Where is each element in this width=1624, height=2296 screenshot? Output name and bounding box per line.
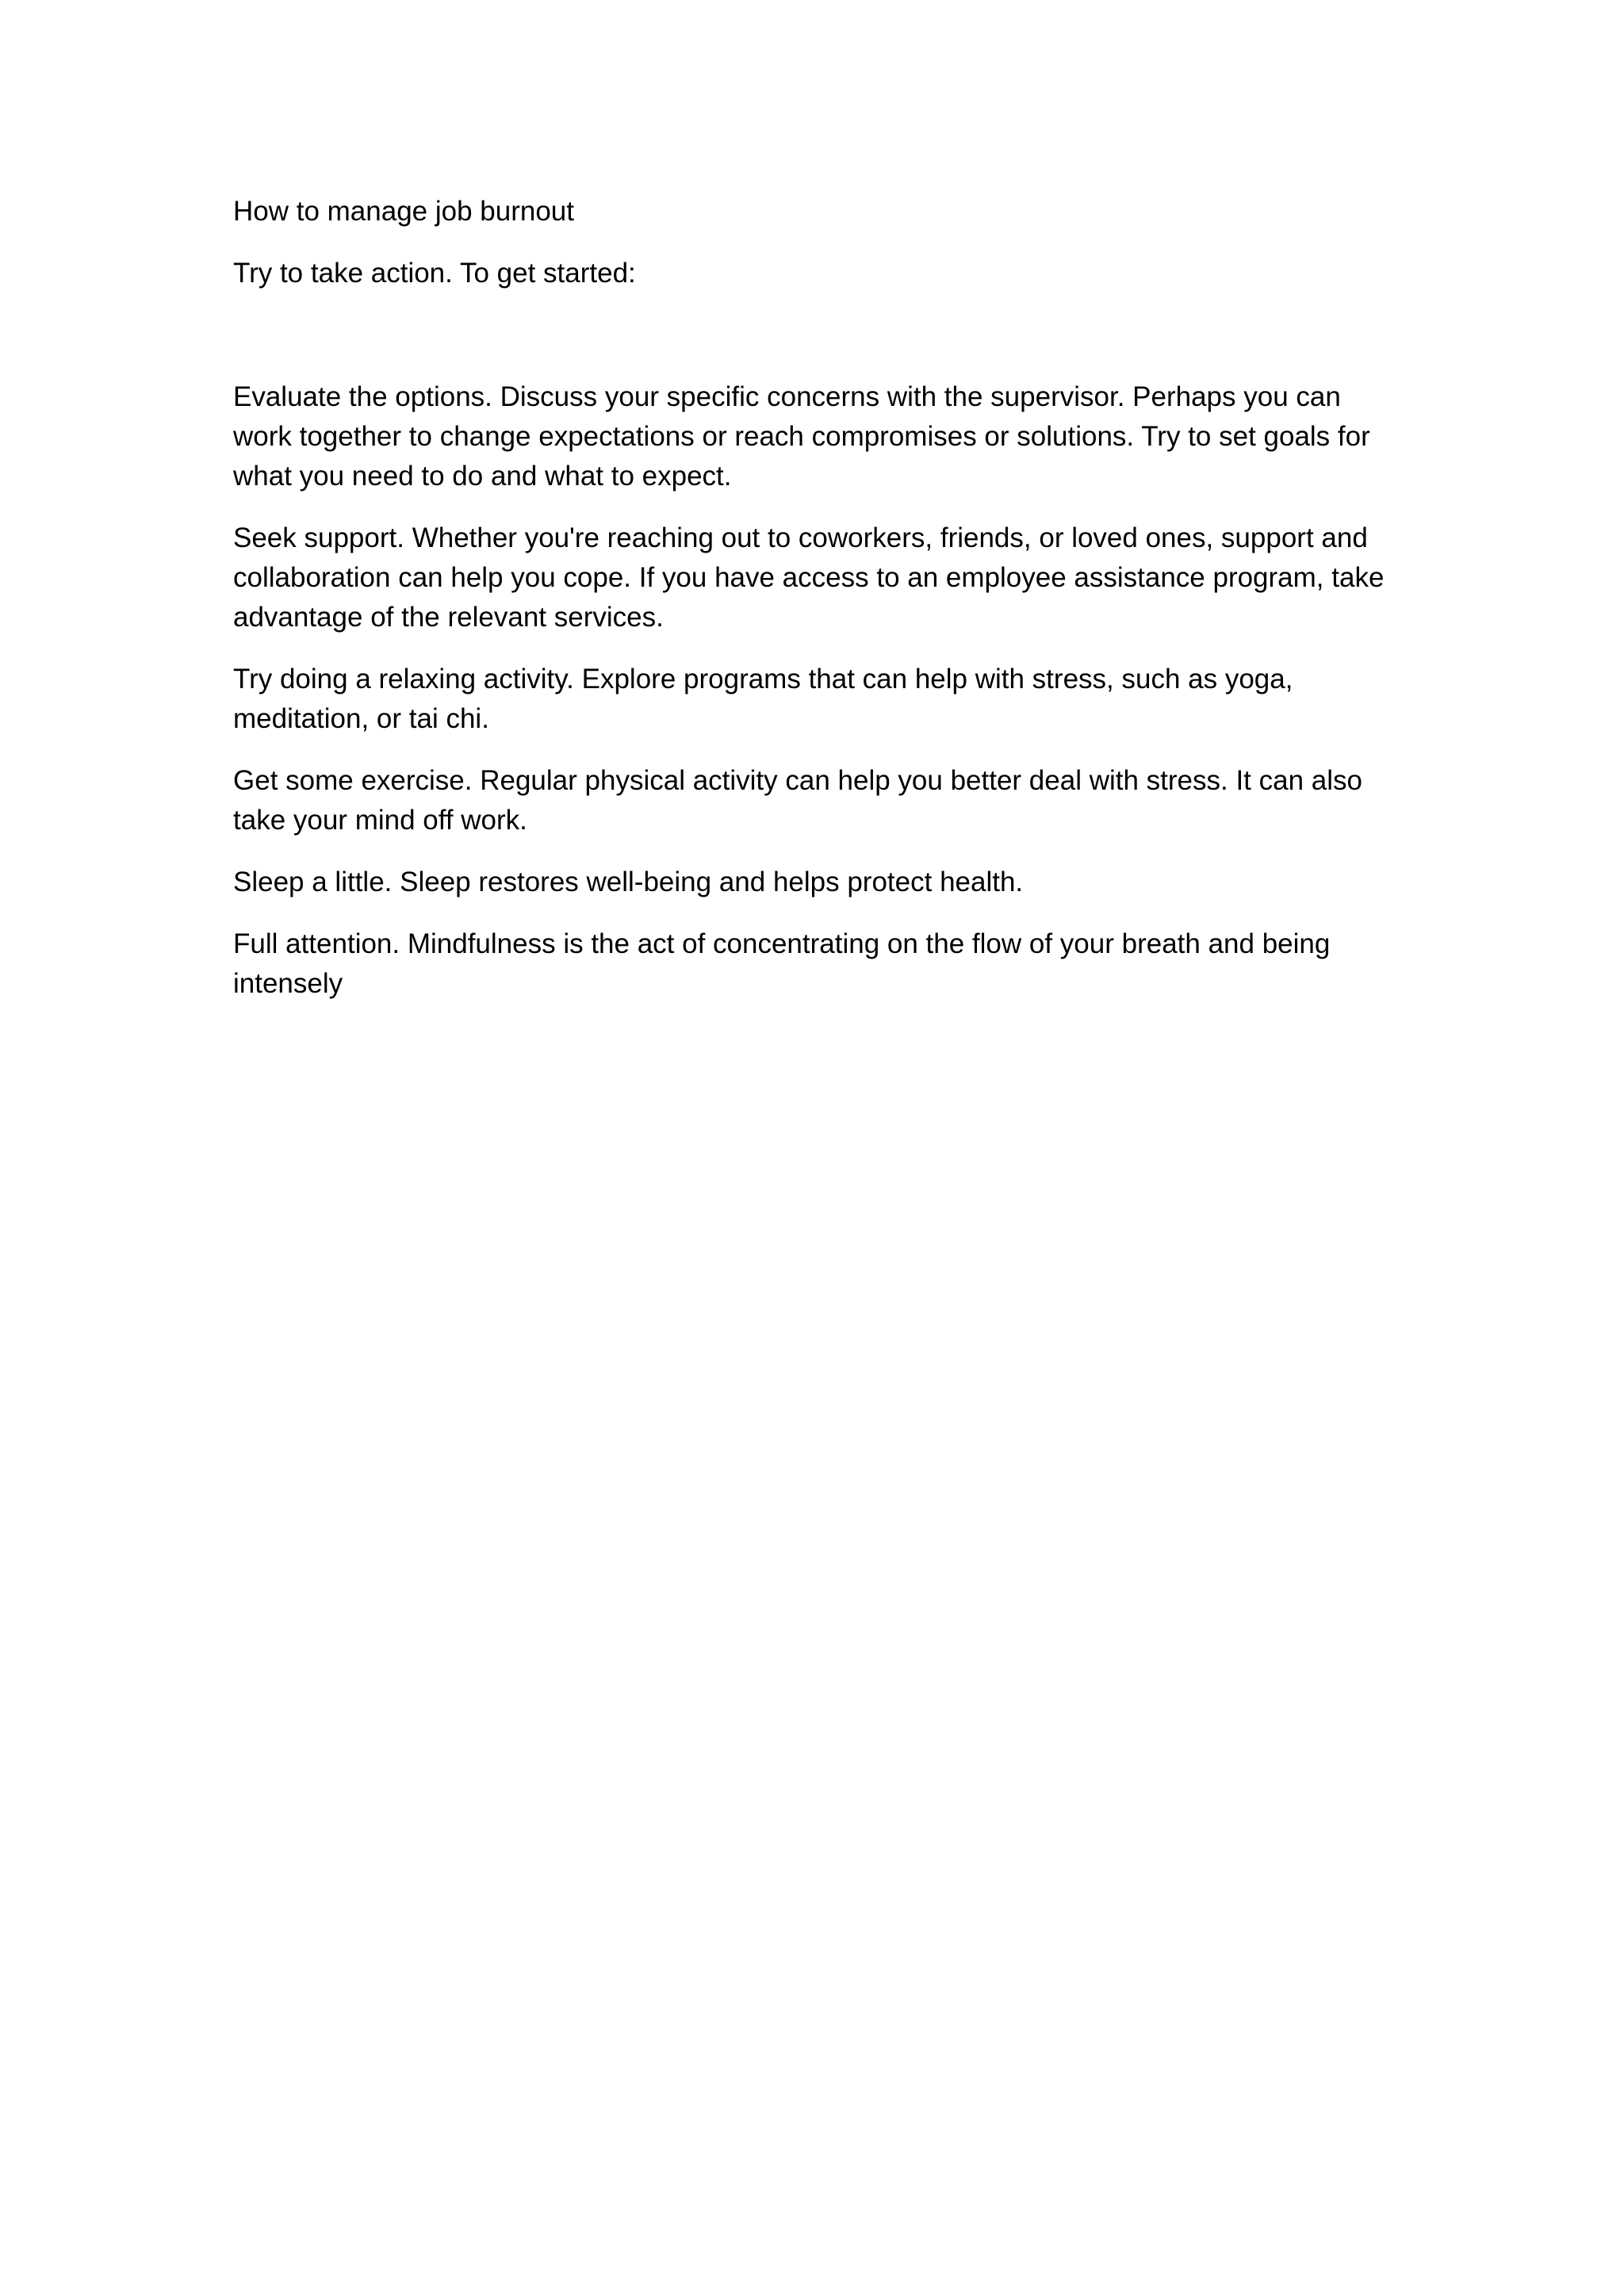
paragraph-seek-support: Seek support. Whether you're reaching out to coworkers, friends, or loved ones, support and collaboration can help you cope. If you have access to an employee assistance program, take advantage of the relevant services. <box>233 522 1385 633</box>
paragraph-evaluate-options: Evaluate the options. Discuss your specific concerns with the supervisor. Perhaps you can work together to change expectations or reach compromises or solutions. Try to set goals for what you need to do and what to expect. <box>233 381 1370 492</box>
paragraph-relaxing-activity: Try doing a relaxing activity. Explore programs that can help with stress, such as yoga, meditation, or tai chi. <box>233 664 1293 734</box>
intro-paragraph: Try to take action. To get started: <box>233 258 636 289</box>
paragraph-full-attention: Full attention. Mindfulness is the act of concentrating on the flow of your breath and being intensely <box>233 928 1331 999</box>
document-title: How to manage job burnout <box>233 196 574 227</box>
document-body <box>233 192 1407 1026</box>
paragraph-sleep: Sleep a little. Sleep restores well-being and helps protect health. <box>233 867 1024 897</box>
paragraph-exercise: Get some exercise. Regular physical activity can help you better deal with stress. It can also take your mind off work. <box>233 765 1362 836</box>
